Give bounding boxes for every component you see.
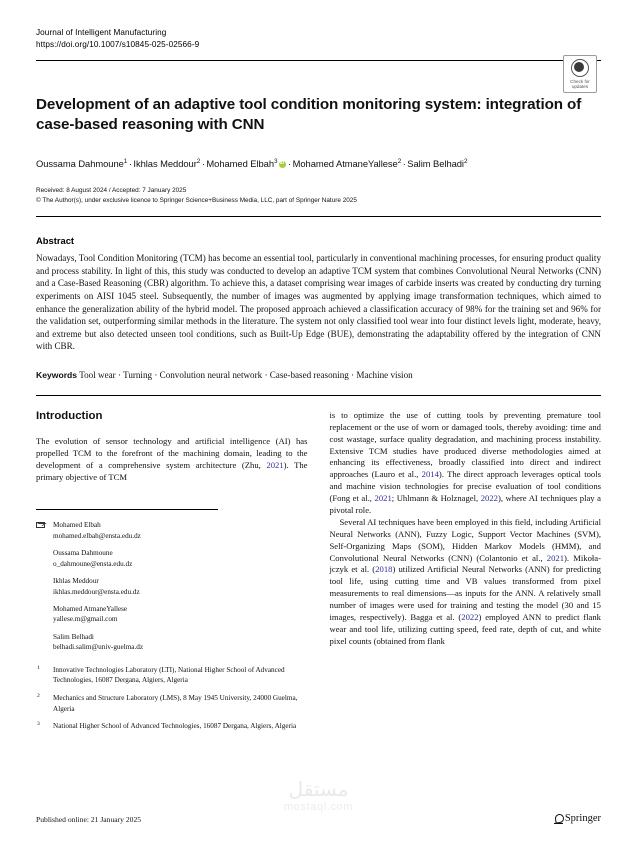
intro-paragraph-right-2: [330, 517, 602, 648]
citation-link[interactable]: 2022: [480, 493, 498, 504]
author-name: Mohamed AtmaneYallese: [53, 605, 128, 614]
affiliation-text: Innovative Technologies Laboratory (LTI), National Higher School of Advanced Technologies, 16087 Dergana, Algiers, Algeria: [53, 665, 285, 685]
watermark: [0, 779, 637, 813]
author-affil-marker: 3: [274, 157, 278, 165]
author-email[interactable]: ikhlas.meddour@ensta.edu.dz: [53, 587, 140, 596]
author-affil-marker: 1: [123, 157, 128, 165]
body-text: Several AI techniques have been employed in this field, including Artificial Neural Networks (ANN), Fuzzy Logic, Support Vector Machines (SVM), Self-Organizing Maps (SOM), Hidden Markov Models (HMM), and Convolutional Neural Networks (CNN) (Colantonio et al.,: [329, 516, 601, 563]
body-text: is to optimize the use of cutting tools by preventing premature tool replacement or the use of worn or damaged tools, thereby avoiding: time and cost wastage, surface quality degradation, and machining process instability. Extensive TCM studies have produced diverse methodologies aimed at enhancing its effectiveness, broadly classified into direct and indirect approaches (Lauro et al.,: [329, 409, 601, 480]
citation-link[interactable]: 2021: [266, 459, 284, 470]
intro-paragraph-left: [36, 436, 308, 484]
author-email[interactable]: o_dahmoune@ensta.edu.dz: [53, 559, 133, 568]
received-accepted-line: Received: 8 August 2024 / Accepted: 7 January 2025: [36, 187, 187, 195]
body-text: ). The direct approach leverages optical tools and machine vision technologies for precise evaluation of tool conditions (Fong et al.,: [329, 469, 601, 504]
published-online-date: Published online: 21 January 2025: [36, 815, 142, 824]
dates-divider: [36, 216, 601, 217]
author-name[interactable]: Mohamed Elbah: [206, 158, 275, 170]
body-columns: [36, 410, 601, 739]
affiliation-entry: [36, 693, 308, 714]
journal-header: [36, 0, 601, 51]
author-list: Oussama Dahmoune$^1$ · Ikhlas Meddour$^2$ · Mohamed Elbah$^3$ iD · Mohamed AtmaneYallese$^2$ · Salim Belhadi$^2$: [36, 158, 601, 169]
author-contact-entry: [36, 548, 308, 569]
affiliation-text: Mechanics and Structure Laboratory (LMS), 8 May 1945 University, 24000 Guelma, Algeria: [53, 693, 298, 713]
author-name[interactable]: Salim Belhadi: [407, 158, 464, 170]
affiliation-number: 2: [37, 692, 40, 699]
correspondence-divider: [36, 509, 218, 510]
journal-name: Journal of Intelligent Manufacturing: [36, 28, 167, 37]
check-for-updates-badge[interactable]: [563, 55, 601, 95]
affiliation-entry: [36, 665, 308, 686]
citation-link[interactable]: 2022: [461, 612, 479, 622]
author-name[interactable]: Ikhlas Meddour: [133, 158, 197, 170]
intro-text-post: ). The primary objective of TCM: [36, 459, 308, 482]
author-email[interactable]: yallese.m@gmail.com: [53, 615, 118, 624]
author-name[interactable]: Oussama Dahmoune: [36, 158, 124, 170]
publication-dates: [36, 186, 601, 205]
citation-link[interactable]: 2021: [546, 552, 565, 563]
springer-logo: [554, 813, 601, 824]
abstract-heading: Abstract: [36, 235, 75, 247]
introduction-heading: Introduction: [36, 409, 103, 422]
author-contact-entry: [36, 632, 308, 653]
watermark-latin: mostaql.com: [284, 801, 353, 813]
orcid-icon[interactable]: [279, 161, 286, 168]
badge-label-line2: updates: [571, 84, 589, 90]
body-text: ). Mikoła-jczyk et al. (: [329, 552, 601, 575]
doi-link[interactable]: https://doi.org/10.1007/s10845-025-02566-9: [36, 39, 200, 49]
copyright-line: © The Author(s), under exclusive licence to Springer Science+Business Media, LLC, part of Springer Nature 2025: [36, 196, 357, 204]
keywords-list: Tool wear · Turning · Convolution neural network · Case-based reasoning · Machine vision: [79, 370, 413, 380]
author-affil-marker: 2: [397, 157, 402, 165]
body-text: ), where AI techniques play a pivotal role.: [329, 493, 601, 515]
corresponding-author-entry: [36, 520, 308, 541]
author-contact-entry: [36, 604, 308, 625]
body-text: ) employed ANN to predict flank wear and tool life, utilizing cutting speed, feed rate, depth of cut, and white pixel counts (obtained from flank: [329, 612, 601, 646]
author-affil-marker: 2: [463, 157, 468, 165]
author-name[interactable]: Mohamed AtmaneYallese: [292, 158, 398, 170]
author-email[interactable]: mohamed.elbah@ensta.edu.dz: [53, 531, 141, 540]
citation-link[interactable]: 2014: [421, 469, 439, 480]
author-name: Oussama Dahmoune: [53, 549, 113, 558]
envelope-icon: [36, 522, 45, 529]
affiliation-number: 1: [37, 664, 40, 671]
intro-text-pre: The evolution of sensor technology and artificial intelligence (AI) has propelled TCM to the forefront of the machining domain, leading to the development of a comprehensive system architecture (Zhu,: [36, 435, 308, 470]
springer-logo-icon: [554, 813, 563, 824]
affiliation-entry: [36, 721, 308, 732]
publisher-name: Springer: [564, 813, 601, 824]
author-name: Ikhlas Meddour: [53, 577, 99, 586]
check-for-updates-icon: [571, 59, 589, 77]
affiliation-number: 3: [37, 720, 40, 727]
keywords-line: [36, 369, 601, 382]
badge-label-line1: Check for: [570, 78, 590, 84]
keywords-label: Keywords: [36, 370, 78, 380]
citation-link[interactable]: 2018: [375, 564, 393, 575]
affiliation-text: National Higher School of Advanced Technologies, 16087 Dergana, Algiers, Algeria: [53, 722, 297, 731]
author-email[interactable]: belhadi.salim@univ-guelma.dz: [53, 643, 144, 652]
left-column: [36, 410, 308, 739]
body-text: ; Uhlmann & Holznagel,: [391, 493, 481, 504]
page-title: Development of an adaptive tool condition monitoring system: integration of case-based reasoning with CNN: [36, 95, 582, 133]
keywords-divider: [36, 395, 601, 396]
page-footer: [36, 813, 601, 824]
right-column: [330, 410, 602, 739]
body-text: ) utilized Artificial Neural Networks (ANN) for predicting tool life, using cutting time and VB values transformed from pixel measurements to real dimensions—as inputs for the ANN. A relatively small number of images were used for training and testing the model (30 and 15 images, respectively). Bagga et al. (: [329, 564, 601, 622]
author-name: Mohamed Elbah: [53, 521, 101, 530]
author-name: Salim Belhadi: [53, 632, 94, 641]
watermark-arabic: مستقل: [288, 777, 349, 801]
author-contact-entry: [36, 576, 308, 597]
abstract-text: Nowadays, Tool Condition Monitoring (TCM) has become an essential tool, particularly in conventional machining processes, for ensuring product quality and process stability. In light of this, this study was conducted to develop an adaptive TCM system that combines Convolutional Neural Networks (CNN) and a Case-Based Reasoning (CBR) algorithm. To achieve this, a dataset comprising wear images of carbide inserts was created by conducting dry turning experiments on AISI 1045 steel. Subsequently, the number of images was augmented by applying image transformation techniques, which aimed to enhance the generalization ability of the hybrid model. The proposed approach achieved a classification accuracy of 98% for the training set and 96% for the validation set, outperforming similar methods in the literature. The system not only classified tool wear into four distinct levels light, moderate, heavy, and extreme but also detected unseen tool conditions, such as Built-Up Edge (BUE), demonstrating the adaptability offered by the integration of CNN with CBR.: [36, 253, 601, 352]
intro-paragraph-right-1: [330, 410, 602, 517]
author-affil-marker: 2: [196, 157, 201, 165]
citation-link[interactable]: 2021: [374, 493, 392, 504]
header-divider: [36, 60, 601, 61]
